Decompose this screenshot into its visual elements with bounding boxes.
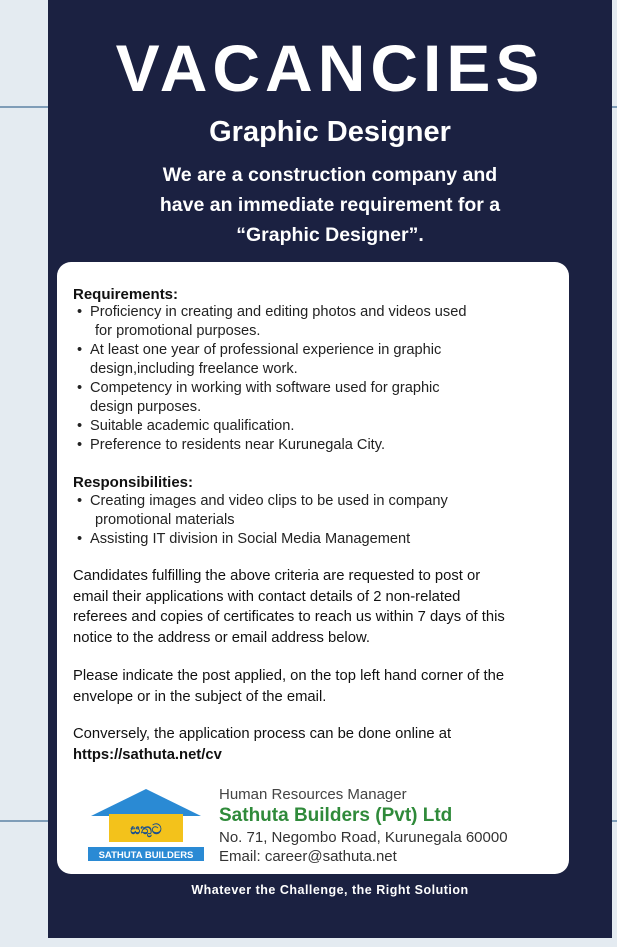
list-item: • Assisting IT division in Social Media Management xyxy=(77,531,411,547)
indicate-paragraph: Please indicate the post applied, on the top left hand corner of the envelope or in the subject of the email. xyxy=(73,668,505,705)
company-email[interactable]: Email: career@sathuta.net xyxy=(219,848,397,865)
list-item: • Competency in working with software used for graphic design purposes. xyxy=(77,380,440,415)
requirements-list xyxy=(77,303,466,455)
details-card xyxy=(57,262,569,874)
contact-role: Human Resources Manager xyxy=(219,786,407,803)
online-paragraph: Conversely, the application process can be done online at https://sathuta.net/cv xyxy=(73,724,559,765)
logo-caption: SATHUTA BUILDERS xyxy=(98,850,194,861)
list-item: • Suitable academic qualification. xyxy=(77,418,295,434)
vacancy-poster xyxy=(48,0,612,938)
list-item: • Proficiency in creating and editing photos and videos used for promotional purposes. xyxy=(77,304,467,339)
contact-block xyxy=(219,785,508,866)
intro-line: “Graphic Designer”. xyxy=(236,224,424,246)
application-link[interactable]: https://sathuta.net/cv xyxy=(73,746,222,763)
position-title: Graphic Designer xyxy=(209,116,451,148)
company-name: Sathuta Builders (Pvt) Ltd xyxy=(219,805,453,826)
list-item: • Creating images and video clips to be used in company promotional materials xyxy=(77,493,448,528)
responsibilities-heading: Responsibilities: xyxy=(73,474,194,491)
company-logo xyxy=(87,786,205,864)
intro-text xyxy=(88,160,572,250)
tagline: Whatever the Challenge, the Right Solution xyxy=(191,883,469,897)
requirements-heading: Requirements: xyxy=(73,286,179,303)
company-address: No. 71, Negombo Road, Kurunegala 60000 xyxy=(219,829,508,846)
application-paragraph: Candidates fulfilling the above criteria are requested to post or email their applications with contact details of 2 non-related referees and copies of certificates to reach us within 7 days of this notice to the address or email address below. xyxy=(73,568,505,646)
list-item: • Preference to residents near Kurunegala City. xyxy=(77,437,386,453)
logo-sinhala-text: සතුට xyxy=(130,822,162,838)
list-item: • At least one year of professional experience in graphic design,including freelance work. xyxy=(77,342,442,377)
intro-line: have an immediate requirement for a xyxy=(159,194,501,216)
responsibilities-list xyxy=(77,492,448,549)
intro-line: We are a construction company and xyxy=(162,164,498,186)
poster-title: VACANCIES xyxy=(115,31,545,105)
date-stamp: DATE: 2024-DEC-04 xyxy=(532,677,542,770)
